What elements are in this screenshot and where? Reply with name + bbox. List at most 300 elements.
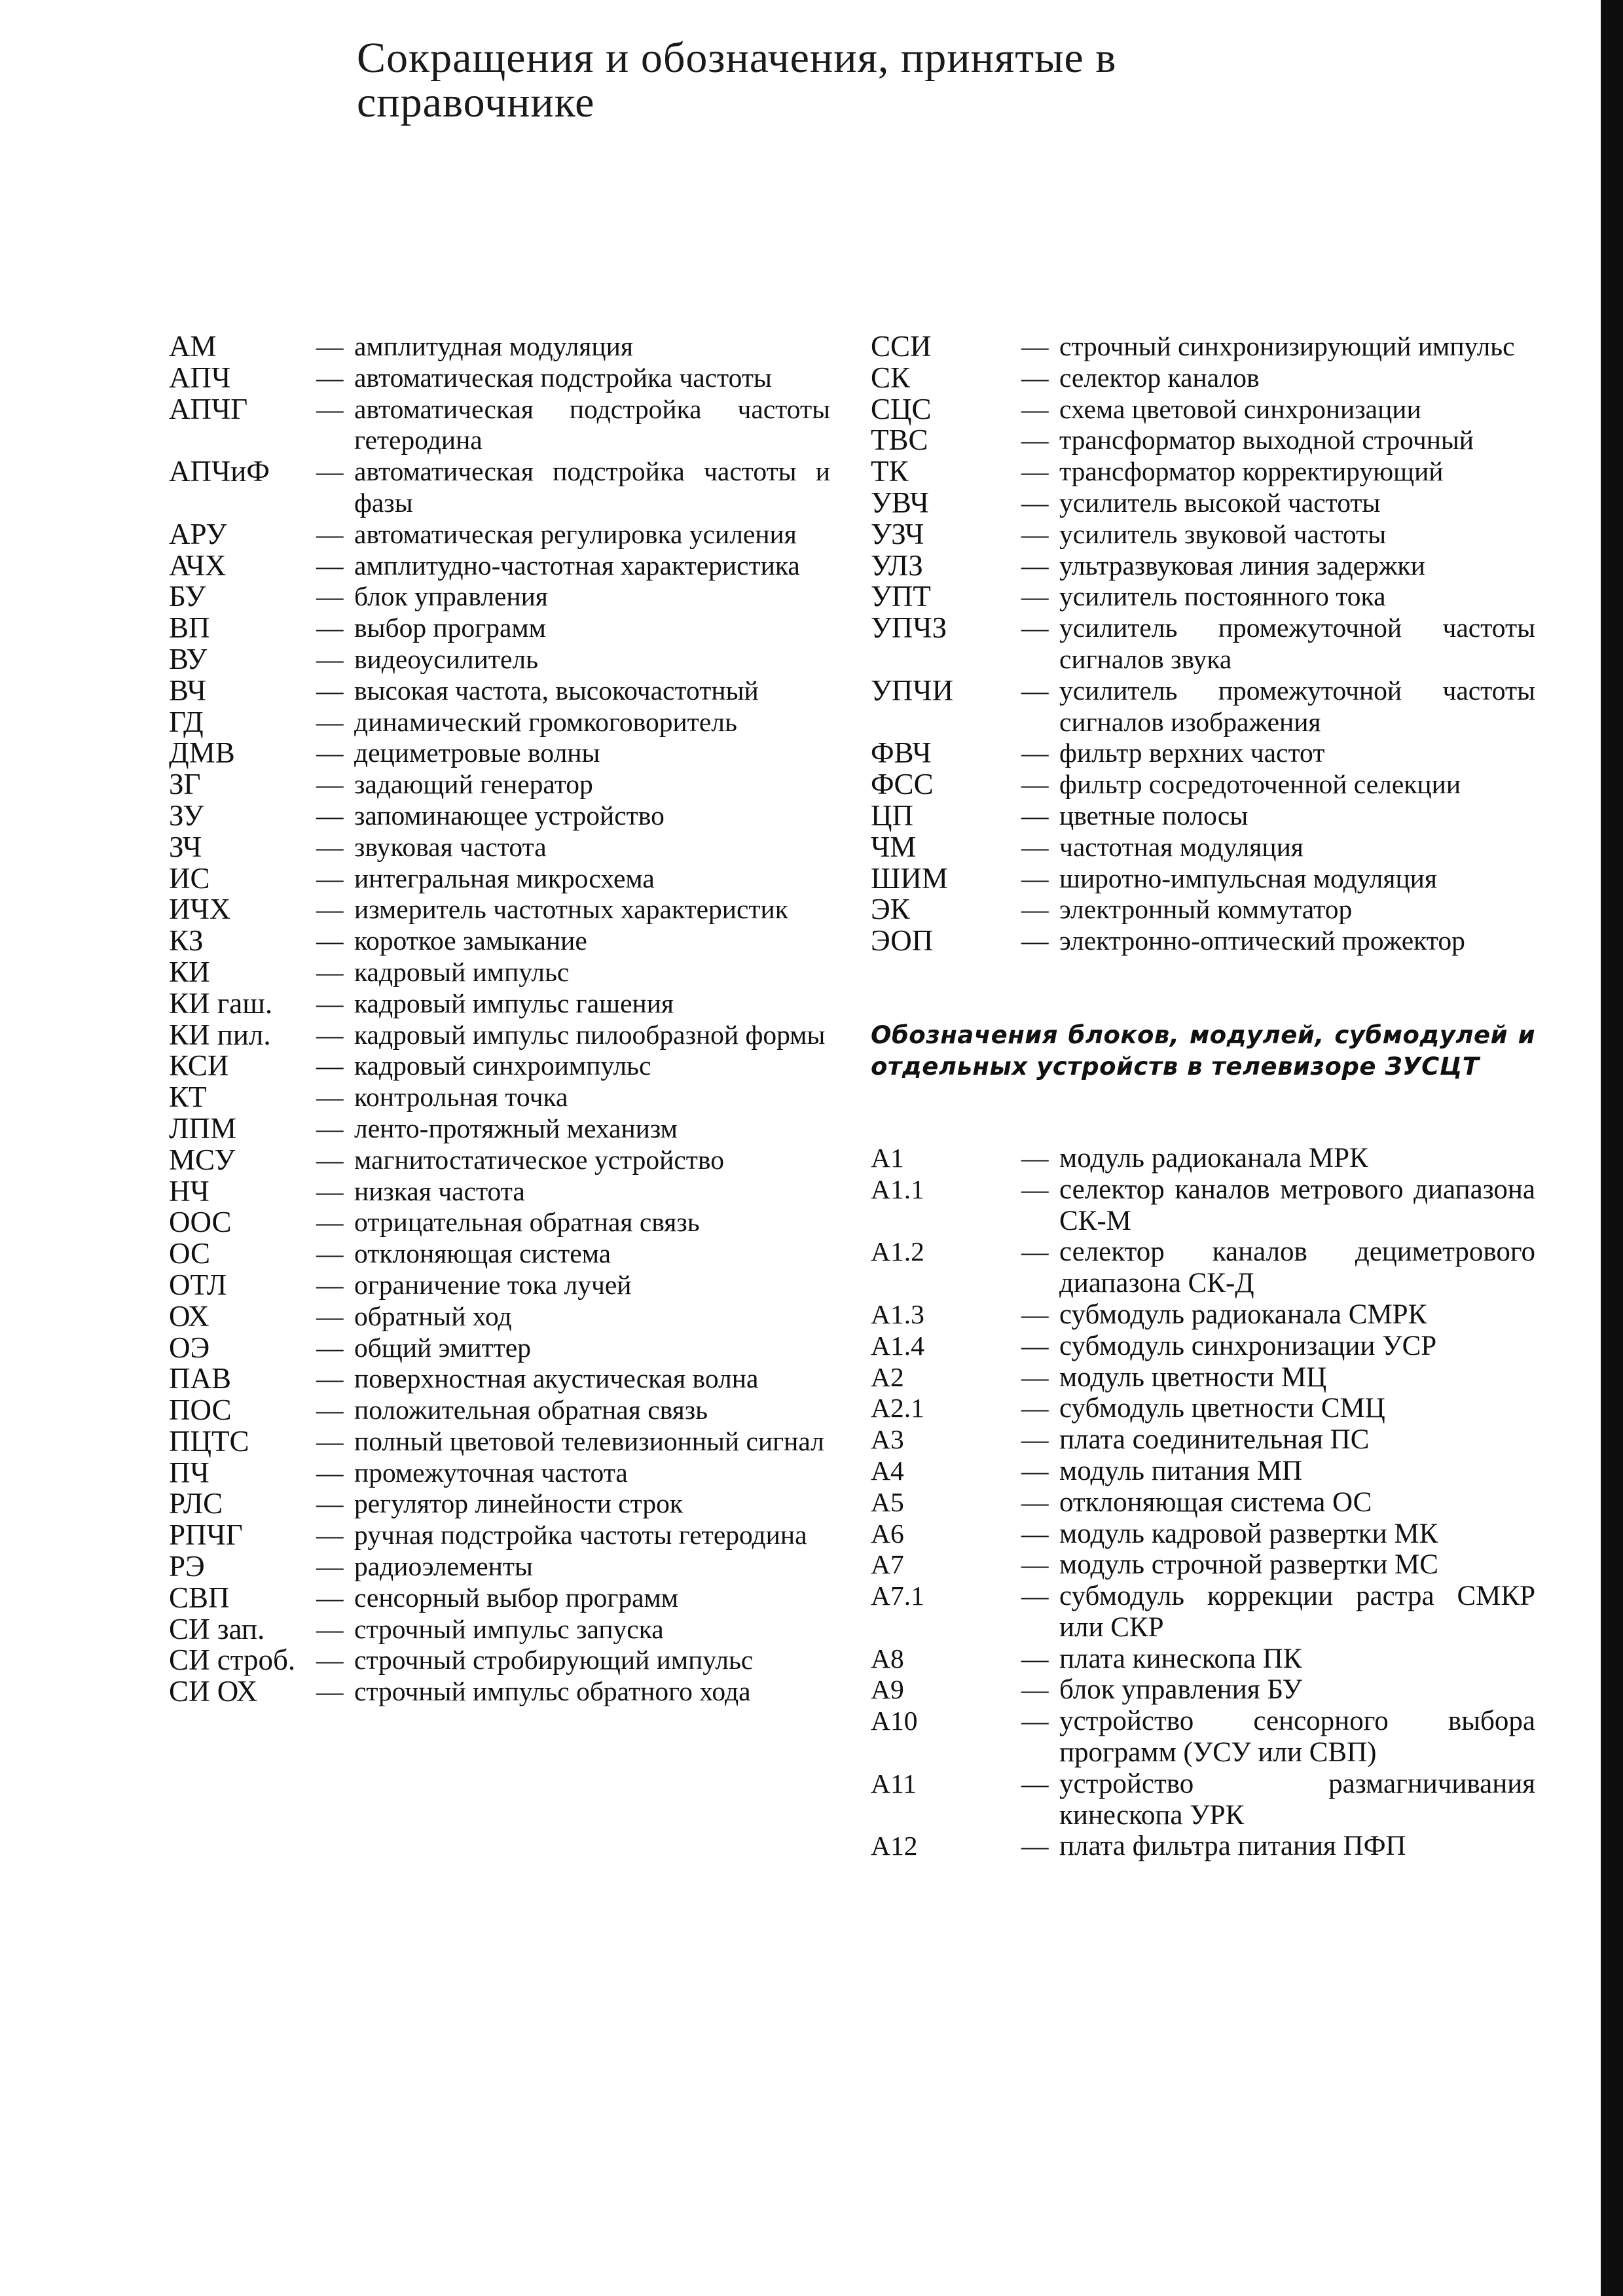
glossary-entry: [871, 1768, 1535, 1831]
entry-dash: —: [1021, 769, 1049, 800]
entry-abbreviation: УЗЧ: [871, 517, 924, 550]
entry-abbreviation: СИ строб.: [169, 1643, 296, 1677]
entry-dash: —: [1021, 425, 1049, 456]
abbreviations-right-column: [871, 331, 1535, 1862]
entry-definition: задающий генератор: [354, 769, 593, 800]
entry-dash: —: [316, 393, 344, 424]
entry-dash: —: [316, 738, 344, 768]
entry-abbreviation: А8: [871, 1643, 904, 1674]
entry-dash: —: [1021, 1581, 1049, 1611]
entry-abbreviation: УПЧИ: [871, 673, 954, 707]
section-heading: Обозначения блоков, модулей, субмодулей и отдельных устройств в телевизоре ЗУСЦТ: [871, 1020, 1535, 1081]
entry-abbreviation: БУ: [169, 580, 206, 613]
glossary-entry: [169, 1145, 830, 1176]
entry-abbreviation: РПЧГ: [169, 1518, 243, 1552]
entry-definition: усилитель постоянного тока: [1059, 581, 1386, 612]
entry-dash: —: [316, 1426, 344, 1456]
entry-definition: модуль радиоканала МРК: [1059, 1142, 1368, 1174]
glossary-entry: [871, 1143, 1535, 1174]
entry-definition: промежуточная частота: [354, 1457, 628, 1488]
glossary-entry: [169, 1645, 830, 1676]
entry-dash: —: [316, 1207, 344, 1238]
entry-abbreviation: ПАВ: [169, 1362, 232, 1395]
entry-definition: субмодуль синхронизации УСР: [1059, 1330, 1437, 1361]
entry-definition: низкая частота: [354, 1175, 525, 1206]
entry-definition: схема цветовой синхронизации: [1059, 393, 1421, 424]
entry-dash: —: [1021, 1174, 1049, 1204]
entry-dash: —: [1021, 1455, 1049, 1486]
entry-abbreviation: А5: [871, 1486, 904, 1517]
glossary-entry: [169, 800, 830, 832]
entry-definition: запоминающее устройство: [354, 800, 665, 831]
entry-abbreviation: АПЧ: [169, 361, 231, 394]
glossary-entry: [871, 675, 1535, 738]
entry-definition: обратный ход: [354, 1300, 512, 1331]
entry-abbreviation: УПЧЗ: [871, 611, 947, 645]
entry-definition: автоматическая подстройка частоты и фазы: [354, 456, 830, 518]
glossary-entry: [169, 363, 830, 394]
glossary-entry: [169, 769, 830, 800]
entry-definition: модуль цветности МЦ: [1059, 1361, 1327, 1393]
entry-abbreviation: ПЧ: [169, 1456, 210, 1489]
glossary-entry: [871, 488, 1535, 519]
entry-definition: усилитель высокой частоты: [1059, 487, 1381, 518]
glossary-entry: [169, 1207, 830, 1238]
entry-definition: субмодуль цветности СМЦ: [1059, 1393, 1385, 1424]
entry-dash: —: [1021, 362, 1049, 393]
glossary-entry: [169, 1458, 830, 1489]
glossary-entry: [169, 1363, 830, 1395]
entry-definition: селектор каналов метрового диапазона СК-М: [1059, 1174, 1535, 1236]
entry-dash: —: [1021, 1674, 1049, 1705]
abbreviations-right-list: [871, 331, 1535, 957]
glossary-entry: [169, 1488, 830, 1520]
entry-dash: —: [1021, 331, 1049, 361]
entry-definition: дециметровые волны: [354, 738, 600, 768]
entry-abbreviation: А7.1: [871, 1581, 924, 1611]
glossary-entry: [871, 894, 1535, 925]
glossary-entry: [871, 1236, 1535, 1299]
entry-definition: динамический громкоговоритель: [354, 706, 737, 737]
glossary-entry: [169, 1238, 830, 1270]
entry-definition: строчный импульс обратного хода: [354, 1676, 751, 1707]
glossary-entry: [871, 519, 1535, 550]
entry-dash: —: [316, 988, 344, 1018]
entry-abbreviation: ЗГ: [169, 768, 201, 801]
entry-dash: —: [1021, 831, 1049, 862]
entry-definition: усилитель промежуточной частоты сигналов изображения: [1059, 675, 1535, 737]
entry-definition: поверхностная акустическая волна: [354, 1363, 759, 1394]
glossary-entry: [871, 425, 1535, 456]
entry-definition: модуль строчной развертки МС: [1059, 1549, 1438, 1581]
entry-abbreviation: А12: [871, 1831, 918, 1861]
entry-dash: —: [1021, 1236, 1049, 1267]
entry-dash: —: [1021, 1299, 1049, 1329]
entry-definition: интегральная микросхема: [354, 863, 655, 893]
entry-abbreviation: А1.4: [871, 1330, 924, 1361]
glossary-entry: [169, 1270, 830, 1301]
glossary-entry: [169, 707, 830, 738]
glossary-entry: [871, 769, 1535, 800]
entry-definition: электронный коммутатор: [1059, 894, 1353, 925]
entry-definition: общий эмиттер: [354, 1332, 531, 1363]
entry-definition: сенсорный выбор программ: [354, 1582, 679, 1613]
entry-dash: —: [316, 581, 344, 612]
entry-abbreviation: ЛПМ: [169, 1111, 237, 1145]
glossary-entry: [871, 581, 1535, 613]
entry-abbreviation: ЭК: [871, 893, 910, 926]
entry-abbreviation: ОС: [169, 1237, 211, 1270]
glossary-entry: [169, 1520, 830, 1551]
entry-definition: фильтр верхних частот: [1059, 738, 1325, 768]
glossary-entry: [169, 519, 830, 550]
entry-abbreviation: ПОС: [169, 1393, 232, 1427]
entry-dash: —: [316, 1332, 344, 1363]
entry-definition: ленто-протяжный механизм: [354, 1113, 678, 1143]
entry-abbreviation: А3: [871, 1424, 904, 1455]
entry-definition: модуль питания МП: [1059, 1455, 1303, 1486]
entry-abbreviation: ВУ: [169, 642, 208, 675]
entry-definition: субмодуль радиоканала СМРК: [1059, 1299, 1427, 1330]
entry-dash: —: [1021, 863, 1049, 893]
blocks-list: [871, 1143, 1535, 1862]
entry-dash: —: [1021, 1706, 1049, 1736]
entry-dash: —: [316, 1269, 344, 1300]
glossary-entry: [871, 1331, 1535, 1362]
entry-abbreviation: ПЦТС: [169, 1424, 249, 1458]
entry-definition: электронно-оптический прожектор: [1059, 925, 1465, 956]
entry-dash: —: [1021, 1518, 1049, 1549]
entry-dash: —: [316, 362, 344, 393]
entry-dash: —: [316, 1395, 344, 1426]
entry-abbreviation: А10: [871, 1706, 918, 1736]
entry-dash: —: [1021, 1361, 1049, 1392]
entry-dash: —: [316, 1300, 344, 1331]
entry-abbreviation: КИ гаш.: [169, 986, 273, 1020]
entry-abbreviation: ДМВ: [169, 736, 235, 770]
entry-dash: —: [316, 1551, 344, 1582]
entry-dash: —: [1021, 456, 1049, 487]
entry-dash: —: [1021, 518, 1049, 549]
entry-definition: строчный стробирующий импульс: [354, 1645, 754, 1676]
entry-dash: —: [1021, 393, 1049, 424]
entry-definition: ограничение тока лучей: [354, 1269, 632, 1300]
entry-definition: трансформатор выходной строчный: [1059, 425, 1474, 456]
entry-dash: —: [316, 1676, 344, 1707]
entry-abbreviation: ИЧХ: [169, 893, 231, 926]
entry-abbreviation: ФВЧ: [871, 736, 932, 770]
entry-abbreviation: СИ ОХ: [169, 1675, 258, 1708]
entry-dash: —: [316, 1488, 344, 1519]
entry-dash: —: [316, 706, 344, 737]
entry-dash: —: [316, 1363, 344, 1394]
entry-abbreviation: ФСС: [871, 768, 934, 801]
glossary-entry: [871, 800, 1535, 832]
glossary-entry: [871, 456, 1535, 488]
abbreviations-left-column: [169, 331, 830, 1708]
entry-dash: —: [1021, 800, 1049, 831]
glossary-entry: [169, 894, 830, 925]
entry-dash: —: [1021, 1330, 1049, 1361]
entry-definition: блок управления БУ: [1059, 1674, 1302, 1706]
entry-definition: автоматическая подстройка частоты гетеродина: [354, 393, 830, 456]
entry-dash: —: [1021, 1393, 1049, 1424]
entry-abbreviation: ВП: [169, 611, 210, 645]
entry-dash: —: [316, 1144, 344, 1175]
glossary-entry: [169, 957, 830, 988]
entry-definition: видеоусилитель: [354, 643, 538, 674]
entry-dash: —: [316, 1238, 344, 1269]
entry-dash: —: [1021, 1549, 1049, 1580]
entry-dash: —: [316, 1645, 344, 1676]
entry-abbreviation: А1.3: [871, 1299, 924, 1329]
glossary-entry: [169, 394, 830, 457]
entry-dash: —: [316, 1457, 344, 1488]
entry-dash: —: [316, 1613, 344, 1644]
entry-dash: —: [1021, 1486, 1049, 1517]
entry-definition: короткое замыкание: [354, 925, 587, 956]
entry-definition: кадровый импульс гашения: [354, 988, 674, 1018]
entry-abbreviation: ВЧ: [169, 673, 207, 707]
glossary-entry: [169, 1176, 830, 1208]
entry-definition: фильтр сосредоточенной селекции: [1059, 769, 1461, 800]
entry-dash: —: [316, 1582, 344, 1613]
entry-dash: —: [316, 331, 344, 361]
glossary-entry: [169, 1676, 830, 1708]
glossary-entry: [871, 1362, 1535, 1393]
glossary-entry: [169, 1583, 830, 1614]
entry-dash: —: [316, 1113, 344, 1143]
glossary-entry: [871, 1831, 1535, 1862]
entry-dash: —: [316, 956, 344, 987]
entry-dash: —: [316, 550, 344, 581]
entry-abbreviation: А1: [871, 1142, 904, 1173]
entry-definition: селектор каналов: [1059, 362, 1260, 393]
glossary-entry: [169, 738, 830, 769]
entry-definition: устройство сенсорного выбора программ (УСУ или СВП): [1059, 1706, 1535, 1768]
glossary-entry: [871, 1424, 1535, 1456]
glossary-entry: [169, 1551, 830, 1583]
glossary-entry: [871, 1299, 1535, 1331]
entry-definition: кадровый импульс: [354, 956, 570, 987]
entry-definition: плата соединительная ПС: [1059, 1424, 1370, 1456]
entry-dash: —: [1021, 675, 1049, 706]
glossary-entry: [871, 1706, 1535, 1768]
entry-definition: высокая частота, высокочастотный: [354, 675, 759, 706]
entry-definition: кадровый синхроимпульс: [354, 1050, 651, 1081]
glossary-entry: [871, 1643, 1535, 1675]
glossary-entry: [169, 1050, 830, 1082]
glossary-entry: [169, 1082, 830, 1113]
entry-abbreviation: ЭОП: [871, 924, 934, 958]
glossary-entry: [169, 644, 830, 675]
glossary-entry: [871, 1487, 1535, 1518]
entry-dash: —: [1021, 613, 1049, 643]
entry-dash: —: [316, 769, 344, 800]
glossary-entry: [871, 863, 1535, 895]
entry-abbreviation: КИ пил.: [169, 1018, 271, 1051]
entry-definition: ручная подстройка частоты гетеродина: [354, 1520, 807, 1551]
entry-dash: —: [316, 518, 344, 549]
glossary-entry: [871, 1456, 1535, 1487]
entry-dash: —: [1021, 738, 1049, 768]
entry-dash: —: [316, 1050, 344, 1081]
entry-definition: усилитель звуковой частоты: [1059, 518, 1387, 549]
glossary-entry: [169, 675, 830, 707]
entry-abbreviation: КЗ: [169, 924, 204, 958]
entry-abbreviation: СК: [871, 361, 911, 394]
entry-dash: —: [1021, 925, 1049, 956]
glossary-entry: [871, 1581, 1535, 1643]
entry-abbreviation: ЗЧ: [169, 830, 202, 863]
entry-definition: селектор каналов дециметрового диапазона СК-Д: [1059, 1236, 1535, 1299]
entry-abbreviation: А6: [871, 1518, 904, 1549]
entry-abbreviation: ССИ: [871, 330, 932, 363]
entry-dash: —: [316, 675, 344, 706]
glossary-entry: [169, 925, 830, 957]
entry-abbreviation: ООС: [169, 1206, 232, 1239]
entry-dash: —: [1021, 487, 1049, 518]
entry-abbreviation: УПТ: [871, 580, 931, 613]
entry-abbreviation: АПЧГ: [169, 392, 248, 425]
entry-definition: блок управления: [354, 581, 548, 612]
entry-definition: отрицательная обратная связь: [354, 1207, 700, 1238]
entry-abbreviation: А1.2: [871, 1236, 924, 1267]
entry-definition: плата фильтра питания ПФП: [1059, 1831, 1406, 1862]
entry-abbreviation: ШИМ: [871, 861, 948, 895]
glossary-entry: [169, 331, 830, 363]
entry-dash: —: [1021, 581, 1049, 612]
entry-abbreviation: ОХ: [169, 1299, 210, 1333]
entry-dash: —: [1021, 550, 1049, 581]
entry-dash: —: [316, 925, 344, 956]
glossary-entry: [871, 925, 1535, 957]
entry-dash: —: [316, 800, 344, 831]
entry-abbreviation: АЧХ: [169, 548, 227, 582]
entry-definition: выбор программ: [354, 613, 546, 643]
entry-dash: —: [1021, 1142, 1049, 1173]
glossary-entry: [169, 1426, 830, 1458]
entry-abbreviation: А9: [871, 1674, 904, 1705]
entry-abbreviation: А11: [871, 1768, 917, 1799]
glossary-entry: [169, 456, 830, 519]
entry-definition: широтно-импульсная модуляция: [1059, 863, 1437, 893]
entry-dash: —: [1021, 1424, 1049, 1455]
entry-dash: —: [316, 1019, 344, 1050]
glossary-entry: [871, 1549, 1535, 1581]
glossary-entry: [871, 331, 1535, 363]
entry-definition: трансформатор корректирующий: [1059, 456, 1444, 487]
glossary-entry: [169, 1614, 830, 1645]
entry-abbreviation: ИС: [169, 861, 210, 895]
entry-dash: —: [316, 863, 344, 893]
entry-definition: модуль кадровой развертки МК: [1059, 1518, 1438, 1549]
glossary-entry: [871, 738, 1535, 769]
entry-definition: автоматическая регулировка усиления: [354, 518, 797, 549]
glossary-entry: [871, 1518, 1535, 1550]
glossary-entry: [169, 863, 830, 895]
entry-definition: ультразвуковая линия задержки: [1059, 550, 1425, 581]
glossary-entry: [871, 394, 1535, 425]
entry-abbreviation: КИ: [169, 955, 210, 988]
entry-definition: строчный импульс запуска: [354, 1613, 664, 1644]
entry-definition: автоматическая подстройка частоты: [354, 362, 772, 393]
entry-definition: цветные полосы: [1059, 800, 1249, 831]
entry-dash: —: [316, 831, 344, 862]
entry-abbreviation: АМ: [169, 330, 217, 363]
entry-dash: —: [1021, 1768, 1049, 1799]
glossary-entry: [169, 1395, 830, 1426]
entry-abbreviation: РЭ: [169, 1550, 205, 1583]
entry-abbreviation: СЦС: [871, 392, 932, 425]
entry-definition: плата кинескопа ПК: [1059, 1643, 1302, 1674]
glossary-entry: [169, 581, 830, 613]
page-edge-shadow: [1601, 0, 1623, 2296]
glossary-entry: [169, 1333, 830, 1364]
entry-dash: —: [316, 456, 344, 487]
entry-definition: регулятор линейности строк: [354, 1488, 683, 1519]
entry-definition: измеритель частотных характеристик: [354, 894, 788, 925]
entry-abbreviation: ЗУ: [169, 798, 204, 832]
entry-abbreviation: ЧМ: [871, 830, 917, 863]
entry-abbreviation: МСУ: [169, 1143, 236, 1176]
entry-dash: —: [316, 1520, 344, 1551]
entry-definition: кадровый импульс пилообразной формы: [354, 1019, 826, 1050]
glossary-entry: [871, 613, 1535, 675]
entry-definition: строчный синхронизирующий импульс: [1059, 331, 1515, 361]
entry-dash: —: [1021, 894, 1049, 925]
entry-definition: контрольная точка: [354, 1082, 568, 1113]
entry-abbreviation: А2.1: [871, 1393, 924, 1424]
entry-definition: усилитель промежуточной частоты сигналов звука: [1059, 613, 1535, 674]
glossary-entry: [871, 1393, 1535, 1424]
glossary-entry: [169, 832, 830, 863]
entry-abbreviation: АПЧиФ: [169, 455, 270, 488]
glossary-entry: [871, 550, 1535, 582]
entry-dash: —: [316, 1082, 344, 1113]
entry-dash: —: [316, 894, 344, 925]
entry-definition: радиоэлементы: [354, 1551, 533, 1582]
glossary-entry: [169, 1113, 830, 1145]
entry-abbreviation: ОЭ: [169, 1331, 210, 1364]
glossary-entry: [169, 1020, 830, 1051]
entry-dash: —: [1021, 1831, 1049, 1861]
entry-abbreviation: СВП: [169, 1581, 230, 1614]
page-title: Сокращения и обозначения, принятые в справочнике: [357, 34, 1117, 126]
entry-abbreviation: А1.1: [871, 1174, 924, 1204]
entry-abbreviation: АРУ: [169, 517, 227, 550]
glossary-entry: [169, 550, 830, 582]
entry-abbreviation: УВЧ: [871, 486, 929, 519]
glossary-entry: [871, 363, 1535, 394]
entry-abbreviation: ТВС: [871, 423, 928, 457]
glossary-entry: [871, 1674, 1535, 1706]
entry-abbreviation: ГД: [169, 705, 204, 738]
entry-definition: субмодуль коррекции растра СМКР или СКР: [1059, 1581, 1535, 1643]
entry-dash: —: [316, 613, 344, 643]
entry-definition: положительная обратная связь: [354, 1395, 708, 1426]
glossary-entry: [871, 1174, 1535, 1237]
entry-definition: устройство размагничивания кинескопа УРК: [1059, 1768, 1535, 1831]
entry-abbreviation: СИ зап.: [169, 1612, 265, 1645]
entry-definition: звуковая частота: [354, 831, 547, 862]
entry-abbreviation: ЦП: [871, 798, 913, 832]
entry-definition: магнитостатическое устройство: [354, 1144, 724, 1175]
entry-dash: —: [1021, 1643, 1049, 1674]
entry-abbreviation: ОТЛ: [169, 1268, 227, 1301]
entry-abbreviation: А2: [871, 1361, 904, 1392]
entry-dash: —: [316, 1175, 344, 1206]
